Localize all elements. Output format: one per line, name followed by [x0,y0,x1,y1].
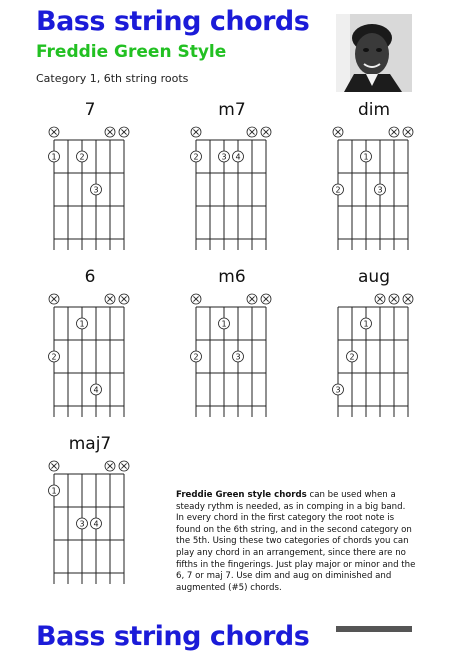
finger-number: 1 [51,152,57,162]
fretboard-grid [30,458,150,584]
muted-string-marker [247,127,257,137]
fretboard-grid [30,291,150,417]
chord-name: dim [357,100,391,120]
finger-number: 3 [221,152,227,162]
description-bold: Freddie Green style chords [176,490,307,500]
finger-number: 3 [377,185,383,195]
finger-dot [91,384,102,395]
finger-dot [77,518,88,529]
finger-number: 3 [335,385,341,395]
finger-number: 2 [349,352,355,362]
finger-dot [333,384,344,395]
finger-dot [49,351,60,362]
portrait-image [336,14,412,92]
muted-string-marker [333,127,343,137]
finger-number: 3 [79,519,85,529]
description-paragraph [176,490,416,594]
chord-diagram-6 [30,267,150,417]
finger-dot [375,184,386,195]
finger-number: 3 [235,352,241,362]
finger-dot [361,318,372,329]
page-title: Bass string chords [36,6,310,37]
muted-string-marker [49,461,59,471]
finger-dot [219,151,230,162]
portrait-photo [336,14,412,92]
muted-string-marker [191,127,201,137]
finger-dot [191,351,202,362]
finger-number: 4 [93,519,99,529]
muted-string-marker [191,294,201,304]
finger-dot [91,518,102,529]
next-section-title: Bass string chords [36,621,310,652]
finger-dot [77,151,88,162]
finger-number: 2 [51,352,57,362]
finger-number: 2 [335,185,341,195]
chord-diagram-m7 [172,100,292,250]
finger-number: 1 [79,319,85,329]
next-portrait-photo [336,626,412,632]
fretboard-grid [314,291,434,417]
finger-number: 2 [193,352,199,362]
finger-dot [49,151,60,162]
muted-string-marker [261,294,271,304]
finger-number: 2 [79,152,85,162]
muted-string-marker [49,294,59,304]
muted-string-marker [49,127,59,137]
description-text: can be used when a steady rythm is needed, as in comping in a big band. In every chord in the first category the root note is found on the 6th string, and in the second category on the 5th. Using these two categories of chords you can play any chord in an arrangement, since there are no fifths in the fingerings. Just play major or minor and the 6, 7 or maj 7. Use dim and aug on diminished and augmented (#5) chords. [176,490,416,593]
muted-string-marker [403,294,413,304]
muted-string-marker [375,294,385,304]
muted-string-marker [119,461,129,471]
fretboard-grid [314,124,434,250]
chord-name: m6 [218,267,246,287]
finger-dot [233,351,244,362]
finger-number: 1 [363,152,369,162]
muted-string-marker [119,127,129,137]
muted-string-marker [389,294,399,304]
fretboard-grid [30,124,150,250]
chord-name: m7 [218,100,246,120]
finger-dot [49,485,60,496]
finger-dot [233,151,244,162]
finger-number: 3 [93,185,99,195]
fretboard-grid [172,291,292,417]
muted-string-marker [105,461,115,471]
chord-diagram-dim [314,100,434,250]
chord-name: maj7 [68,434,112,454]
finger-dot [191,151,202,162]
finger-number: 1 [221,319,227,329]
muted-string-marker [105,127,115,137]
finger-dot [333,184,344,195]
muted-string-marker [105,294,115,304]
fretboard-grid [172,124,292,250]
muted-string-marker [247,294,257,304]
muted-string-marker [389,127,399,137]
muted-string-marker [403,127,413,137]
chord-name: aug [358,267,390,287]
finger-number: 2 [193,152,199,162]
chord-diagram-maj7 [30,434,150,584]
finger-number: 4 [93,385,99,395]
finger-dot [77,318,88,329]
chord-name: 6 [84,267,96,287]
finger-dot [347,351,358,362]
page-subtitle: Freddie Green Style [36,42,227,62]
muted-string-marker [119,294,129,304]
finger-dot [91,184,102,195]
finger-dot [361,151,372,162]
category-label: Category 1, 6th string roots [36,72,189,85]
finger-number: 1 [51,486,57,496]
chord-diagram-aug [314,267,434,417]
finger-dot [219,318,230,329]
finger-number: 4 [235,152,241,162]
chord-diagram-7 [30,100,150,250]
chord-name: 7 [84,100,96,120]
finger-number: 1 [363,319,369,329]
muted-string-marker [261,127,271,137]
chord-diagram-m6 [172,267,292,417]
